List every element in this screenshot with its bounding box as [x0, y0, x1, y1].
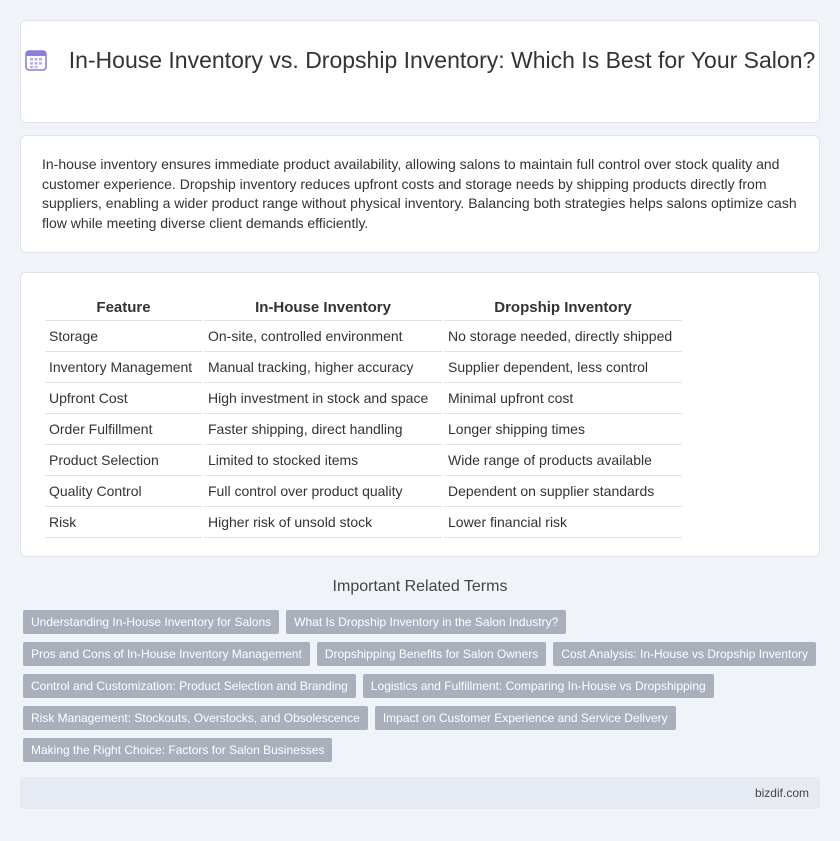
table-header-row [45, 294, 682, 321]
row-in-house: Manual tracking, higher accuracy [204, 352, 442, 383]
tag-row [23, 674, 823, 706]
row-feature: Upfront Cost [45, 383, 202, 414]
related-term-link[interactable]: Control and Customization: Product Selection and Branding [23, 674, 356, 698]
related-term-link[interactable]: Understanding In-House Inventory for Salons [23, 610, 279, 634]
related-terms-title: Important Related Terms [332, 578, 508, 595]
row-dropship: Supplier dependent, less control [444, 352, 682, 383]
tag-row [23, 610, 823, 642]
related-term-link[interactable]: Logistics and Fulfillment: Comparing In-House vs Dropshipping [363, 674, 714, 698]
row-dropship: Lower financial risk [444, 507, 682, 538]
row-dropship: Longer shipping times [444, 414, 682, 445]
table-row [45, 383, 682, 414]
header-in-house: In-House Inventory [204, 294, 442, 321]
row-in-house: On-site, controlled environment [204, 321, 442, 352]
related-term-link[interactable]: Risk Management: Stockouts, Overstocks, and Obsolescence [23, 706, 368, 730]
row-feature: Inventory Management [45, 352, 202, 383]
related-term-link[interactable]: Cost Analysis: In-House vs Dropship Inventory [553, 642, 816, 666]
related-terms-list [23, 610, 823, 770]
row-in-house: Higher risk of unsold stock [204, 507, 442, 538]
row-in-house: Faster shipping, direct handling [204, 414, 442, 445]
tag-row [23, 738, 823, 770]
intro-paragraph: In-house inventory ensures immediate product availability, allowing salons to maintain full control over stock quality and customer experience. Dropship inventory reduces upfront costs and storage needs by shipping products directly from suppliers, enabling a wider product range without physical inventory. Balancing both strategies helps salons optimize cash flow while meeting diverse client demands efficiently. [42, 156, 797, 231]
table-row [45, 445, 682, 476]
related-term-link[interactable]: Dropshipping Benefits for Salon Owners [317, 642, 546, 666]
page-title [21, 45, 819, 75]
table-row [45, 352, 682, 383]
row-dropship: Minimal upfront cost [444, 383, 682, 414]
row-in-house: Full control over product quality [204, 476, 442, 507]
related-term-link[interactable]: Pros and Cons of In-House Inventory Management [23, 642, 310, 666]
page-title-text: In-House Inventory vs. Dropship Inventory: Which Is Best for Your Salon? [68, 47, 816, 73]
related-term-link[interactable]: Impact on Customer Experience and Service Delivery [375, 706, 676, 730]
row-feature: Storage [45, 321, 202, 352]
intro-card [20, 135, 820, 253]
table-row [45, 414, 682, 445]
tag-row [23, 642, 823, 674]
row-dropship: No storage needed, directly shipped [444, 321, 682, 352]
related-term-link[interactable]: Making the Right Choice: Factors for Salon Businesses [23, 738, 332, 762]
row-feature: Product Selection [45, 445, 202, 476]
footer [20, 777, 820, 809]
row-in-house: Limited to stocked items [204, 445, 442, 476]
title-card [20, 20, 820, 123]
row-feature: Order Fulfillment [45, 414, 202, 445]
table-row [45, 507, 682, 538]
table-row [45, 476, 682, 507]
header-feature: Feature [45, 294, 202, 321]
comparison-table [43, 294, 684, 538]
row-feature: Risk [45, 507, 202, 538]
footer-site-link[interactable]: bizdif.com [754, 786, 809, 800]
row-feature: Quality Control [45, 476, 202, 507]
row-dropship: Wide range of products available [444, 445, 682, 476]
row-in-house: High investment in stock and space [204, 383, 442, 414]
comparison-card [20, 272, 820, 557]
header-dropship: Dropship Inventory [444, 294, 682, 321]
table-row [45, 321, 682, 352]
calendar-icon [25, 49, 47, 71]
row-dropship: Dependent on supplier standards [444, 476, 682, 507]
related-term-link[interactable]: What Is Dropship Inventory in the Salon Industry? [286, 610, 566, 634]
tag-row [23, 706, 823, 738]
